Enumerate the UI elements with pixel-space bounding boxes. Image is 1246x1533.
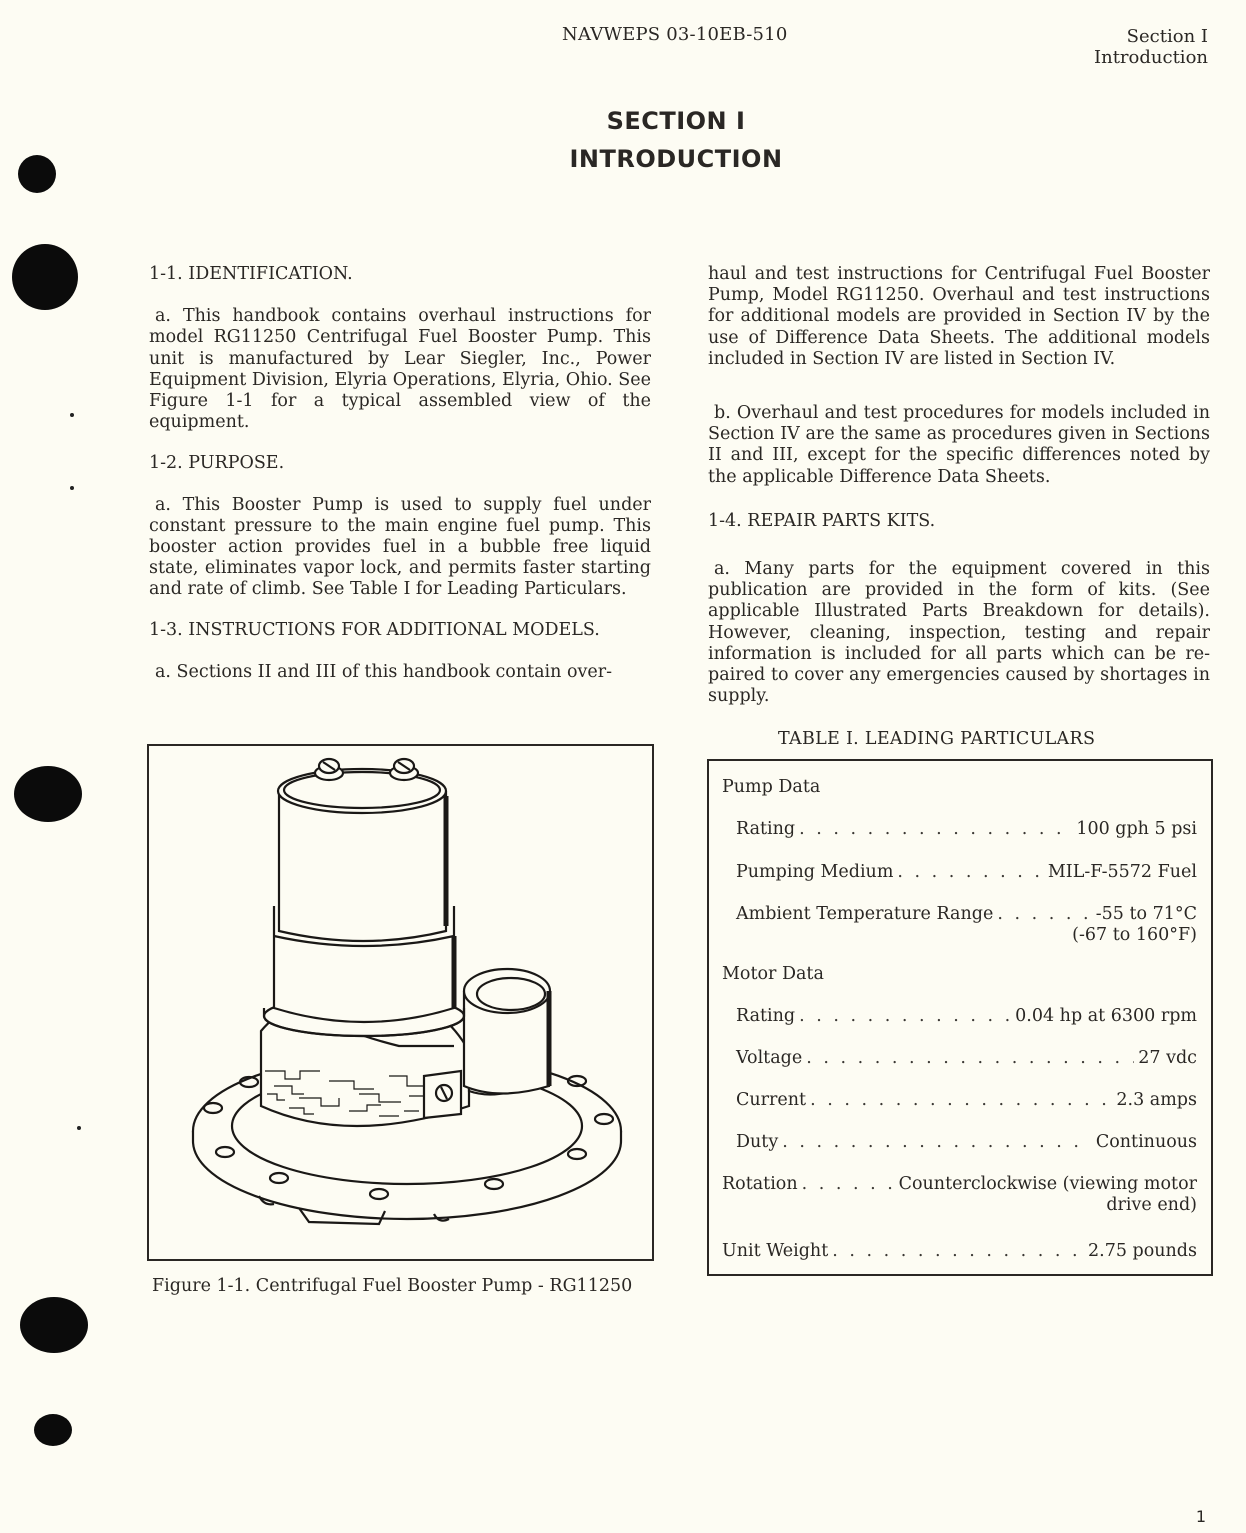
scan-speck — [70, 413, 74, 417]
scan-speck — [70, 486, 74, 490]
leader-dots — [810, 1090, 1112, 1111]
table-value-continued: (-67 to 160°F) — [1072, 925, 1197, 945]
section-title: SECTION I — [606, 107, 746, 135]
leader-dots — [997, 904, 1091, 925]
motor-data-label: Motor Data — [722, 964, 824, 984]
table-row-rotation: Rotation . . . Counterclockwise (viewing motor — [722, 1174, 1197, 1195]
figure-1-1 — [147, 744, 654, 1261]
table-row: Rating . . . 0.04 hp at 6300 rpm — [736, 1006, 1197, 1027]
table-row: Pumping Medium . . . MIL-F-5572 Fuel — [736, 862, 1197, 883]
document-number: NAVWEPS 03-10EB-510 — [562, 24, 788, 45]
heading-1-1: 1-1. IDENTIFICATION. — [149, 264, 353, 284]
table-row: Duty . . . Continuous — [736, 1132, 1197, 1153]
leader-dots — [782, 1132, 1092, 1153]
table-row: Current . . . 2.3 amps — [736, 1090, 1197, 1111]
scan-speck — [77, 1126, 81, 1130]
leading-particulars-table — [707, 759, 1213, 1276]
table-row-unit-weight: Unit Weight . . . 2.75 pounds — [722, 1241, 1197, 1262]
heading-1-4: 1-4. REPAIR PARTS KITS. — [708, 510, 936, 531]
leader-dots — [799, 819, 1072, 840]
section-subtitle: INTRODUCTION — [569, 145, 783, 173]
section-label: Section I — [1126, 26, 1208, 47]
heading-1-3: 1-3. INSTRUCTIONS FOR ADDITIONAL MODELS. — [149, 619, 600, 640]
binder-hole — [34, 1414, 72, 1446]
paragraph-1-1a: a. This handbook contains overhaul instructions for model RG11250 Centrifugal Fuel Booster Pump. This unit is manufactured by Lear Siegler, Inc., Power Equipment Division, Elyria Operations, Elyria, Ohio. See Figure 1-1 for a typical assembled view of the equipment. — [149, 306, 651, 433]
right-column — [708, 264, 1210, 707]
binder-hole — [20, 1297, 88, 1353]
running-header — [1094, 26, 1208, 68]
table-row: Voltage . . . 27 vdc — [736, 1048, 1197, 1069]
leader-dots — [832, 1241, 1084, 1262]
leader-dots — [802, 1174, 895, 1195]
paragraph-1-2a: a. This Booster Pump is used to supply fuel under constant pressure to the main engine fuel pump. This booster action provides fuel in a bubble free liquid state, eliminates vapor lock, and permits faster starting and rate of climb. See Table I for Leading Particulars. — [149, 494, 651, 600]
heading-1-2: 1-2. PURPOSE. — [149, 453, 285, 474]
paragraph-1-3b: b. Overhaul and test procedures for models included in Section IV are the same as procedures given in Sections II and III, except for the specific differences noted by the applicable Difference Data Sheets. — [708, 403, 1210, 487]
table-row: Rating . . . 100 gph 5 psi — [736, 819, 1197, 840]
table-row: Ambient Temperature Range . . . -55 to 71°C — [736, 904, 1197, 925]
paragraph-1-4a: a. Many parts for the equipment covered in this publication are provided in the form of kits. (See applicable Illustrated Parts Breakdown for details). However, cleaning, inspection, testing and repair information is included for all parts which can be re-paired to cover any emergencies caused by shortages in supply. — [708, 559, 1210, 707]
paragraph-1-3a-continued: haul and test instructions for Centrifugal Fuel Booster Pump, Model RG11250. Overhaul and test instructions for additional models are provided in Section IV by the use of Difference Data Sheets. The additional models included in Section IV are listed in Section IV. — [708, 264, 1210, 369]
left-column — [149, 264, 651, 683]
table-value-continued: drive end) — [1106, 1195, 1197, 1215]
paragraph-1-3a-start: a. Sections II and III of this handbook contain over- — [155, 661, 613, 682]
section-name: Introduction — [1094, 47, 1208, 68]
pump-data-label: Pump Data — [722, 777, 821, 797]
figure-caption: Figure 1-1. Centrifugal Fuel Booster Pump - RG11250 — [152, 1276, 633, 1296]
page-number: 1 — [1195, 1507, 1206, 1526]
leader-dots — [799, 1006, 1011, 1027]
binder-hole — [14, 766, 82, 822]
leader-dots — [897, 862, 1043, 883]
table-title: TABLE I. LEADING PARTICULARS — [778, 729, 1096, 749]
pump-illustration — [149, 746, 652, 1259]
leader-dots — [806, 1048, 1134, 1069]
binder-hole — [12, 244, 78, 310]
